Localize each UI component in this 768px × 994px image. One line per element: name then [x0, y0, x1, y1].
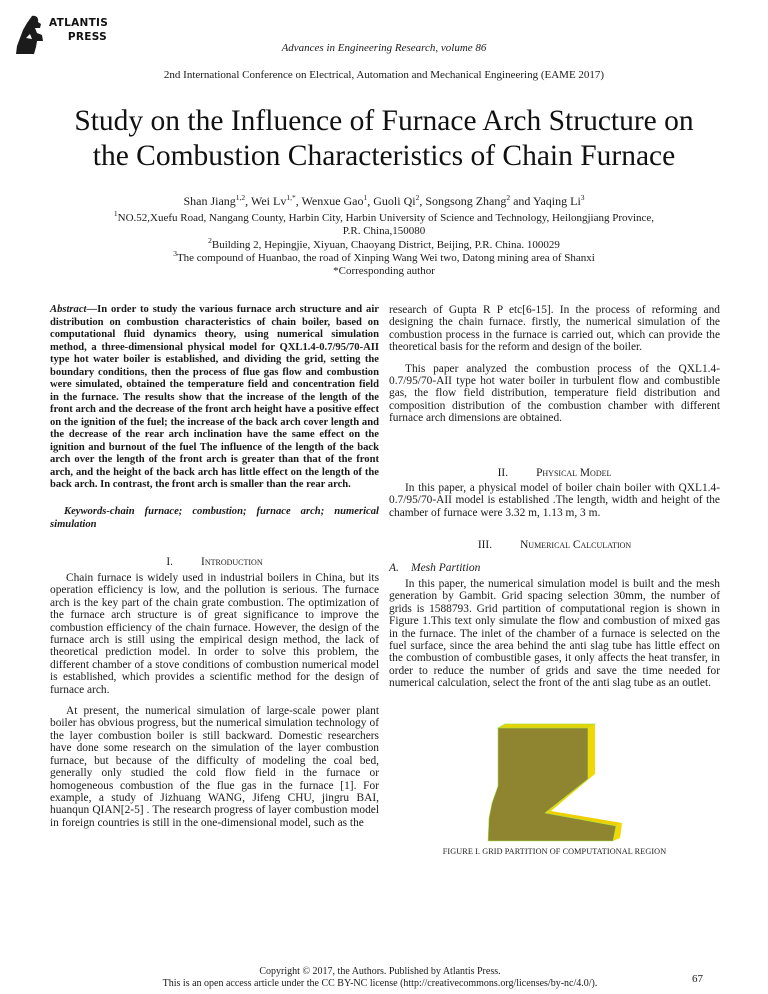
- physical-model-body: [389, 482, 720, 519]
- paragraph: In this paper, the numerical simulation model is built and the mesh generation by Gambit. Grid spacing selection 30mm, the number of grids is 1588793. Grid partition of computational region is shown in Figure 1.This text only simulate the flow and combustion of mixed gas in the furnace. The inlet of the chamber of a furnace is selected on the fuel surface, since the area behind the anti slag tube has little effect on the combustion of combustible gases, it only affects the heat transfer, in order to reduce the number of grids and save the time needed for numerical calculation, select the front of the anti slag tube as an outlet.: [389, 578, 720, 690]
- corresponding-author-note: *Corresponding author: [333, 265, 435, 278]
- subsection-title: Mesh Partition: [411, 562, 481, 574]
- section-heading-physical-model: [389, 467, 720, 479]
- logo-line-press: PRESS: [67, 31, 107, 43]
- author: Shan Jiang$^{1,2}$,: [183, 193, 251, 208]
- abstract-text: In order to study the various furnace arch structure and air distribution on combustion characteristics of chain boiler, based on computational fluid dynamics theory, using numerical simulation method, a three-dimensional physical model for QXL1.4-0.7/95/70-AII type hot water boiler is established, and dividing the grid, setting the boundary conditions, then the process of flue gas flow and combustion were simulated, obtained the temperature field and concentration field in the furnace. The results show that the increase of the length of the front arch and the decrease of the front arch height have a positive effect on the ignition of the fuel; the increase of the back arch cover length and the decrease of the rear arch inclination have the same effect on the ignition and burnout of the fuel The influence of the length of the back arch over the length of the front arch is greater than that of the front arch, and the height of the back arch has little effect on the length of the back arch. In contrast, the front arch is smaller than the rear arch.: [50, 304, 379, 490]
- author: Songsong Zhang$^2$ and: [425, 193, 533, 208]
- author: Guoli Qi$^2$,: [373, 193, 426, 208]
- author: Yaqing Li$^3$: [533, 193, 585, 208]
- conference-header: 2nd International Conference on Electrical, Automation and Mechanical Engineering (EAME 2017): [163, 69, 605, 81]
- keywords: Keywords-chain furnace; combustion; furnace arch; numerical simulation: [50, 506, 379, 530]
- mesh-partition-body: [389, 578, 720, 690]
- figure-caption: FIGURE I. GRID PARTITION OF COMPUTATIONAL REGION: [442, 847, 667, 856]
- affiliations: [0, 209, 768, 278]
- affiliation-1: $^1$NO.52,Xuefu Road, Nangang County, Harbin City, Harbin University of Science and Technology, Heilongjiang Province,: [113, 209, 655, 224]
- figure-right-face: [588, 724, 595, 779]
- section-number: II.: [497, 467, 509, 479]
- section-title: Numerical Calculation: [520, 539, 632, 551]
- journal-header: Advances in Engineering Research, volume 86: [281, 42, 487, 54]
- section-heading-introduction: [50, 556, 379, 568]
- figure-top-face: [498, 724, 595, 728]
- copyright-line: Copyright © 2017, the Authors. Published by Atlantis Press.: [259, 966, 501, 977]
- intro-body: [50, 572, 379, 829]
- section-title: Physical Model: [536, 467, 612, 479]
- affiliation-1-cont: P.R. China,150080: [342, 225, 426, 238]
- title-line-2: the Combustion Characteristics of Chain Furnace: [92, 140, 676, 172]
- affiliation-3: $^3$The compound of Huanbao, the road of Xinping Wang Wei two, Datong mining area of Shanxi: [173, 248, 595, 264]
- copyright-footer: [100, 966, 660, 990]
- title-line-1: Study on the Influence of Furnace Arch Structure on: [74, 105, 694, 137]
- intro-body-continued: [389, 304, 720, 425]
- abstract-label: Abstract: [50, 304, 87, 315]
- page-number: 67: [692, 973, 703, 985]
- figure-grid-partition: [480, 718, 630, 846]
- paragraph: At present, the numerical simulation of large-scale power plant boiler has obvious progress, but the numerical simulation technology of the layer combustion boiler is still backward. Domestic researchers have done some research on the simulation of the layer combustion furnace, but because of the difficulty of modeling the coal bed, generally only studied the cold flow field in the furnace or homogeneous combustion of the flue gas in the furnace [1]. For example, a study of Jizhuang WANG, Jifeng CHU, jingru BAI, huanqun QIAN[2-5] . The research progress of layer combustion model in foreign countries is still in the one-dimensional model, such as the: [50, 705, 379, 829]
- license-line: This is an open access article under the CC BY-NC license (http://creativecommons.org/licenses/by-nc/4.0/).: [162, 978, 598, 989]
- figure-front-face: [488, 728, 616, 841]
- logo-line-atlantis: ATLANTIS: [49, 17, 109, 29]
- paragraph: This paper analyzed the combustion process of the QXL1.4-0.7/95/70-AII type hot water boiler in turbulent flow and combustible gas, the flow field distribution, temperature field distribution and composition distribution of the combustion chamber with different furnace arch dimensions are obtained.: [389, 362, 720, 425]
- paragraph: research of Gupta R P etc[6-15]. In the process of reforming and designing the chain furnace. firstly, the numerical simulation of the combustion process in the furnace is carried out, which can provide the theoretical basis for the reform and design of the boiler.: [389, 304, 720, 354]
- affiliation-2: $^2$Building 2, Hepingjie, Xiyuan, Chaoyang District, Beijing, P.R. China. 100029: [208, 235, 560, 251]
- paragraph: Chain furnace is widely used in industrial boilers in China, but its operation efficiency is low, and the pollution is serious. The furnace arch is the key part of the chain grate combustion. The optimization of the furnace arch structure is of great significance to improve the combustion efficiency of the chain furnace. However, the design of the furnace arch is still using the empirical design method, the lack of theoretical prediction model. In order to solve this problem, the different chamber of a stove conditions of combustion numerical model is established, which provides a scientific method for the design of furnace arch.: [50, 572, 379, 696]
- paper-title: [0, 104, 768, 174]
- author: Wei $Lv^{1,*}$,: [250, 193, 302, 208]
- author: Wenxue Gao$^1$,: [301, 193, 374, 208]
- section-number: I.: [166, 556, 174, 568]
- abstract-dash: —: [86, 304, 98, 315]
- subsection-label: A.: [389, 562, 399, 574]
- section-number: III.: [477, 539, 493, 551]
- section-heading-numerical-calculation: [389, 539, 720, 551]
- author-list: [0, 194, 768, 209]
- logo-text: [49, 16, 107, 44]
- abstract: [50, 304, 379, 492]
- section-title: Introduction: [201, 556, 263, 568]
- paragraph: In this paper, a physical model of boiler chain boiler with QXL1.4-0.7/95/70-AII model is established .The length, width and height of the chamber of furnace were 3.32 m, 1.13 m, 3 m.: [389, 482, 720, 519]
- subsection-heading-mesh-partition: [389, 562, 720, 574]
